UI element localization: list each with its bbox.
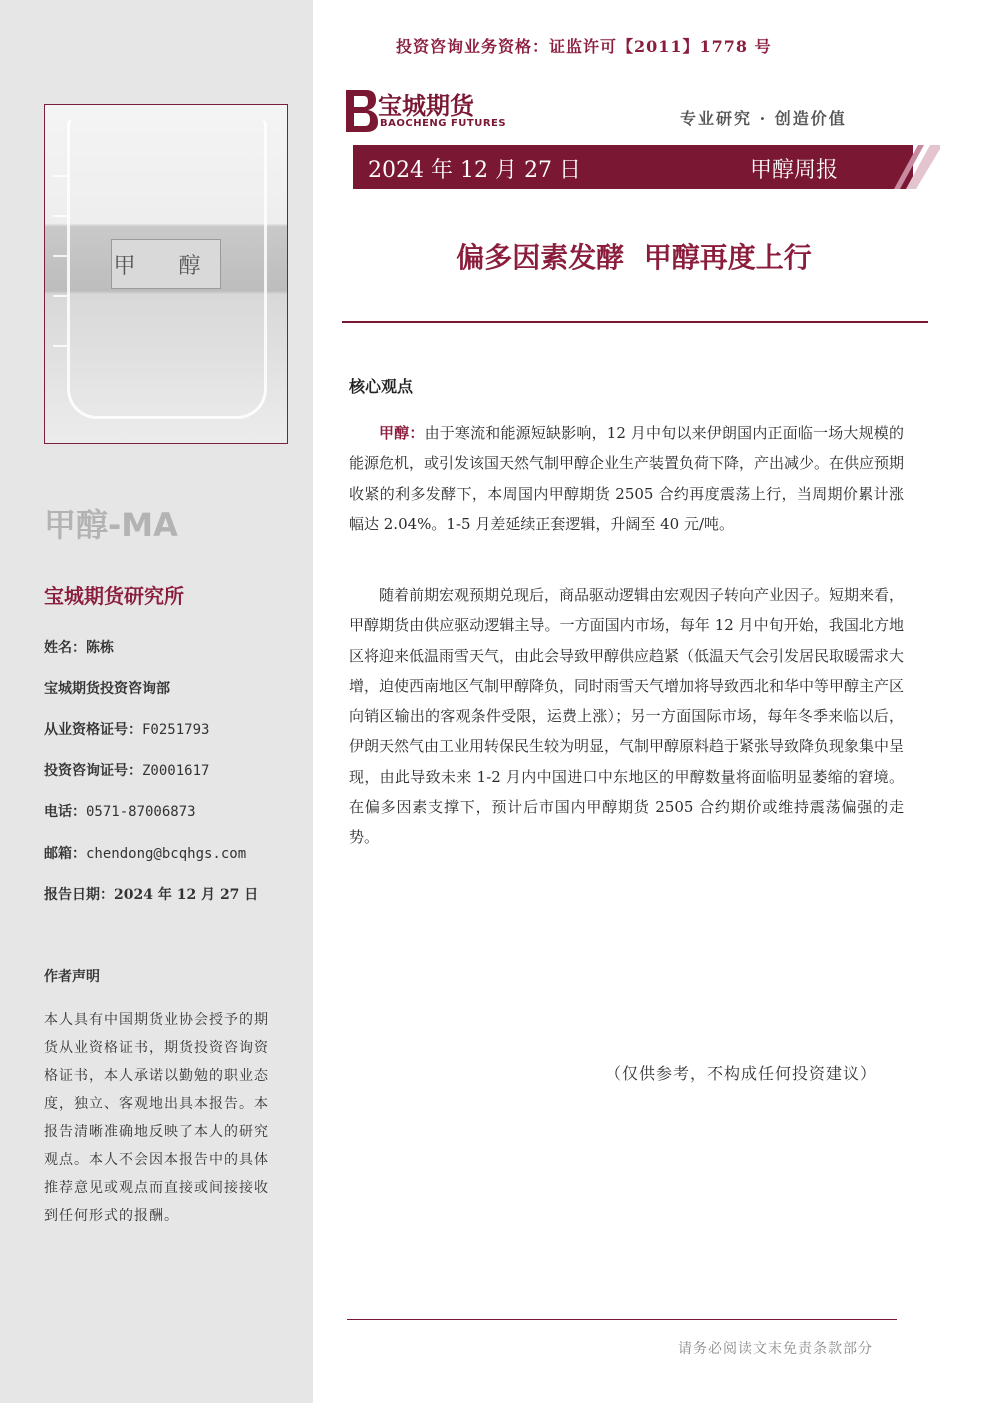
beaker-tick — [53, 255, 67, 257]
paragraph-1-lead: 甲醇： — [379, 424, 425, 442]
divider — [342, 321, 928, 323]
beaker-tick — [53, 345, 67, 347]
beaker-tick — [53, 175, 67, 177]
logo-text-en: BAOCHENG FUTURES — [380, 118, 507, 129]
disclaimer: （仅供参考，不构成任何投资建议） — [605, 1064, 878, 1083]
qualification-line: 投资咨询业务资格：证监许可【2011】1778 号 — [396, 37, 772, 56]
sidebar — [0, 0, 313, 1403]
product-name: 甲醇-MA — [44, 506, 178, 544]
report-date-banner: 2024 年 12 月 27 日 — [368, 158, 581, 183]
methanol-beaker-photo — [44, 104, 288, 444]
institute-name: 宝城期货研究所 — [44, 584, 184, 608]
paragraph-2: 随着前期宏观预期兑现后，商品驱动逻辑由宏观因子转向产业因子。短期来看，甲醇期货由供应驱动逻辑主导。一方面国内市场，每年 12 月中旬开始，我国北方地区将迎来低温雨雪天气，由此会导致甲醇供应趋紧（低温天气会引发居民取暖需求大增，迫使西南地区气制甲醇降负，同时雨雪天气增加将导致西北和华中等甲醇主产区向销区输出的客观条件受限，运费上涨）；另一方面国际市场，每年冬季来临以后，伊朗天然气由工业用转保民生较为明显，气制甲醇原料趋于紧张导致降负现象集中呈现，由此导致未来 1-2 月内中国进口中东地区的甲醇数量将面临明显萎缩的窘境。在偏多因素支撑下，预计后市国内甲醇期货 2505 合约期价或维持震荡偏强的走势。 — [349, 586, 905, 847]
license-number: 从业资格证号：F0251793 — [44, 722, 210, 738]
phone: 电话：0571-87006873 — [44, 804, 196, 820]
beaker-tick — [53, 295, 67, 297]
beaker-label: 甲 醇 — [111, 239, 221, 289]
logo-text-cn: 宝城期货 — [378, 92, 474, 120]
banner-stripes-decoration — [860, 145, 940, 189]
paragraph-1: 甲醇：由于寒流和能源短缺影响，12 月中旬以来伊朗国内正面临一场大规模的能源危机，或引发该国天然气制甲醇企业生产装置负荷下降，产出减少。在供应预期收紧的利多发酵下，本周国内甲醇期货 2505 合约再度震荡上行，当周期价累计涨幅达 2.04%。1-5 月差延续正套逻辑，升阔至 40 元/吨。 — [349, 424, 905, 533]
analyst-name: 姓名：陈栋 — [44, 640, 114, 656]
email: 邮箱：chendong@bcqhgs.com — [44, 846, 247, 862]
consulting-number: 投资咨询证号：Z0001617 — [44, 763, 210, 779]
declaration-text: 本人具有中国期货业协会授予的期货从业资格证书，期货投资咨询资格证书，本人承诺以勤勉的职业态度，独立、客观地出具本报告。本报告清晰准确地反映了本人的研究观点。本人不会因本报告中的具体推荐意见或观点而直接或间接接收到任何形式的报酬。 — [44, 1012, 269, 1224]
declaration-title: 作者声明 — [44, 969, 100, 985]
report-date: 报告日期：2024 年 12 月 27 日 — [44, 887, 259, 903]
footer-divider — [347, 1319, 897, 1320]
report-type: 甲醇周报 — [750, 158, 839, 183]
headline: 偏多因素发酵 甲醇再度上行 — [456, 241, 812, 274]
department: 宝城期货投资咨询部 — [44, 681, 170, 697]
slogan: 专业研究 · 创造价值 — [680, 109, 847, 128]
beaker-tick — [53, 215, 67, 217]
core-view-title: 核心观点 — [349, 377, 414, 396]
footer-note: 请务必阅读文末免责条款部分 — [678, 1341, 873, 1357]
